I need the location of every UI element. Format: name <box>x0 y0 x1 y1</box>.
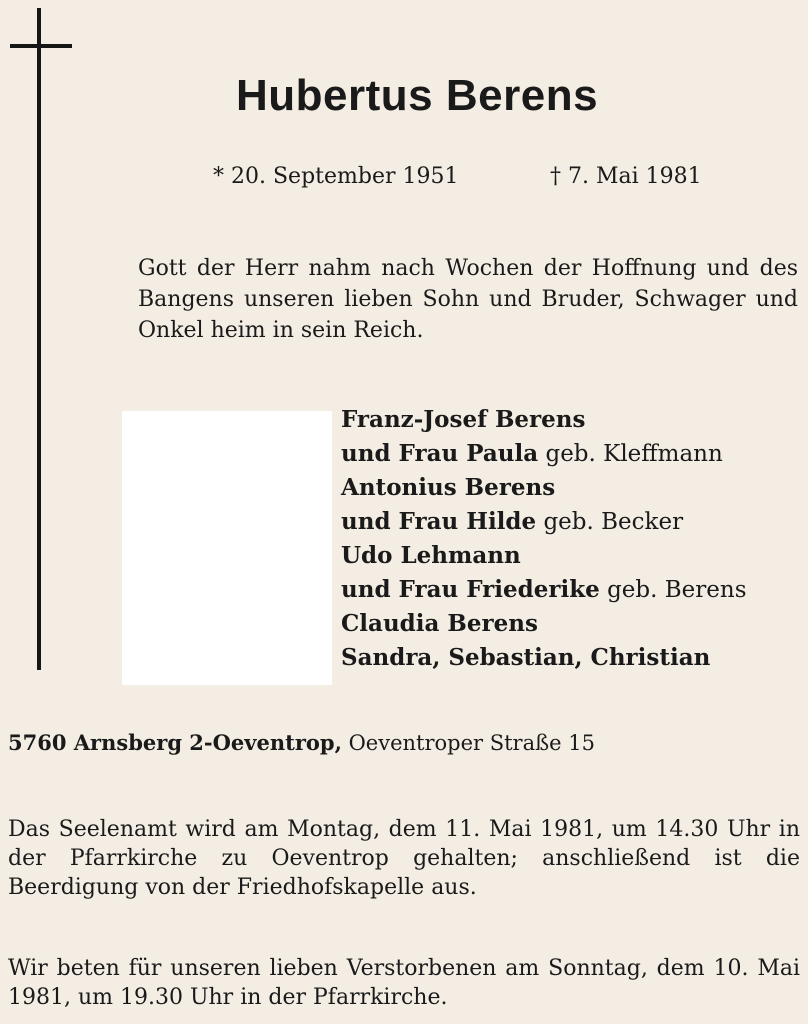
address <box>8 730 595 755</box>
family-line <box>341 437 747 471</box>
deceased-name: Hubertus Berens <box>236 71 599 120</box>
address-street: Oeventroper Straße 15 <box>341 731 595 755</box>
family-detail: geb. Kleffmann <box>538 441 723 467</box>
cross-icon <box>37 8 41 670</box>
family-line <box>341 505 747 539</box>
family-line <box>341 641 747 675</box>
family-line <box>341 403 747 437</box>
family-name: und Frau Hilde <box>341 508 537 535</box>
family-detail: geb. Becker <box>536 509 684 535</box>
service-text: Das Seelenamt wird am Montag, dem 11. Mai 1981, um 14.30 Uhr in der Pfarrkirche zu Oeventrop gehalten; anschließend ist die Beerdigung von der Friedhofskapelle aus. <box>8 817 800 900</box>
family-name: Antonius Berens <box>341 474 556 501</box>
cross-icon-bar <box>10 44 72 48</box>
death-date: † 7. Mai 1981 <box>550 164 702 189</box>
family-line <box>341 471 747 505</box>
family-name: Franz-Josef Berens <box>341 406 586 433</box>
family-name: und Frau Paula <box>341 440 539 467</box>
announcement-text: Gott der Herr nahm nach Wochen der Hoffnung und des Bangens unseren lieben Sohn und Bruder, Schwager und Onkel heim in sein Reich. <box>138 256 798 343</box>
prayer-text: Wir beten für unseren lieben Verstorbenen am Sonntag, dem 10. Mai 1981, um 19.30 Uhr in der Pfarrkirche. <box>8 956 800 1010</box>
birth-date: * 20. September 1951 <box>213 164 459 189</box>
family-list <box>341 403 747 675</box>
family-line <box>341 539 747 573</box>
address-city: 5760 Arnsberg 2-Oeventrop, <box>8 730 342 755</box>
family-name: und Frau Friederike <box>341 576 600 603</box>
family-name: Sandra, Sebastian, Christian <box>341 644 711 671</box>
family-name: Udo Lehmann <box>341 542 521 569</box>
blank-area <box>122 411 332 685</box>
family-name: Claudia Berens <box>341 610 538 637</box>
family-detail: geb. Berens <box>599 577 747 603</box>
family-line <box>341 607 747 641</box>
family-line <box>341 573 747 607</box>
